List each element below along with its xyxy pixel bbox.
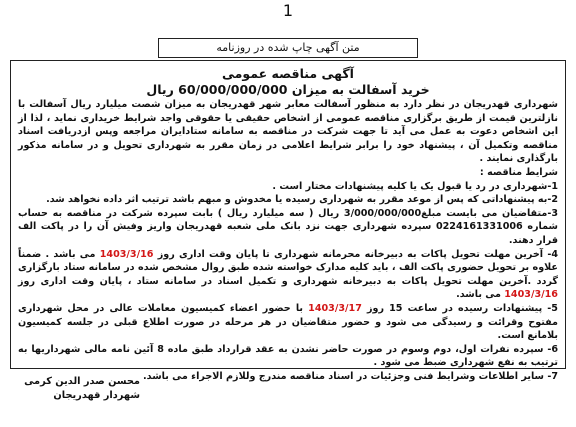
condition-4 [18,248,558,302]
conditions-title: شرایط مناقصه : [479,166,558,178]
condition-2: 2-به پیشنهاداتی که پس از موعد مقرر به شهرداری رسیده یا مخدوش و مبهم باشد ترتیب اثر داده نخواهد شد. [46,194,558,206]
condition-5-part-a: 5- پیشنهادات رسیده در ساعت 15 روز [361,302,558,314]
condition-5 [18,302,558,343]
notice-intro: شهرداری قهدریجان در نظر دارد به منظور آسفالت معابر شهر قهدریجان به میزان شصت میلیارد ریال آسفالت با نازلترین قیمت از طریق برگزاری مناقصه عمومی از اشخاص حقیقی یا حقوقی واجد شرایط خریداری نماید ، لذا از این اشخاص دعوت به عمل می آید تا جهت شرکت در مناقصه به سامانه ستادایران مراجعه وپس ازدریافت اسناد مناقصه وتکمیل آن ، پیشنهاد خود را برابر شرایط اعلامی در زمان مقرر به شهرداری تحویل و در سامانه مذکور بارگذاری نمایند . [18,99,558,165]
condition-6: 6- سپرده نفرات اول، دوم وسوم در صورت حاضر نشدن به عقد قرارداد طبق ماده 8 آئین نامه مالی شهرداریها به ترتیب به نفع شهرداری ضبط می شود . [18,343,558,369]
notice-subtitle: خرید آسفالت به میزان 60/000/000/000 ریال [146,82,430,97]
deadline-date-2: 1403/3/16 [504,289,558,301]
condition-7: 7- سایر اطلاعات وشرایط فنی وجزئیات در اسناد مناقصه مندرج وللازم الاجراء می باشد. [143,370,558,382]
condition-1: 1-شهرداری در رد یا قبول یک یا کلیه پیشنهادات مختار است . [272,180,558,192]
signature-name: محسن صدر الدین کرمی [24,376,140,387]
condition-4-part-c: می باشد. [456,289,505,301]
opening-date: 1403/3/17 [308,302,362,314]
condition-4-part-a: 4- آخرین مهلت تحویل پاکات به دبیرخانه محرمانه شهرداری تا پایان وقت اداری روز [153,248,559,260]
notice-title: آگهی مناقصه عمومی [222,66,354,81]
condition-5-part-b: با حضور اعضاء کمیسیون معاملات عالی در محل شهرداری مفتوح وقرائت و رسیدگی می شود و حضور متقاضیان در هر مرحله در صورت اطلاع قبلی در جلسه کمیسیون بلامانع است. [18,302,558,342]
condition-4-part-b: می باشد . ضمناً علاوه بر تحویل حضوری پاکت الف ، باید کلیه مدارک خواسته شده طبق روال مشخص شده در سامانه ستاد بارگزاری گردد .آخرین مهلت تحویل پاکات به دبیرخانه شهرداری و تکمیل اسناد در سامانه ستاد ، پایان وقت اداری روز [18,248,558,287]
deadline-date-1: 1403/3/16 [99,248,154,260]
page-number: 1 [282,1,294,20]
condition-3: 3-متقاضیان می بایست مبلغ3/000/000/000 ریال ( سه میلیارد ریال ) بابت سپرده شرکت در مناقصه به حساب شماره 0224161331006 سپرده شهرداری جهت نزد بانک ملی شعبه قهدریجان واریز وفیش آن را در پاکت الف قرار دهند. [18,207,558,246]
signature-title: شهردار قهدریجان [53,390,140,401]
header-label: متن آگهی چاپ شده در روزنامه [158,38,418,58]
